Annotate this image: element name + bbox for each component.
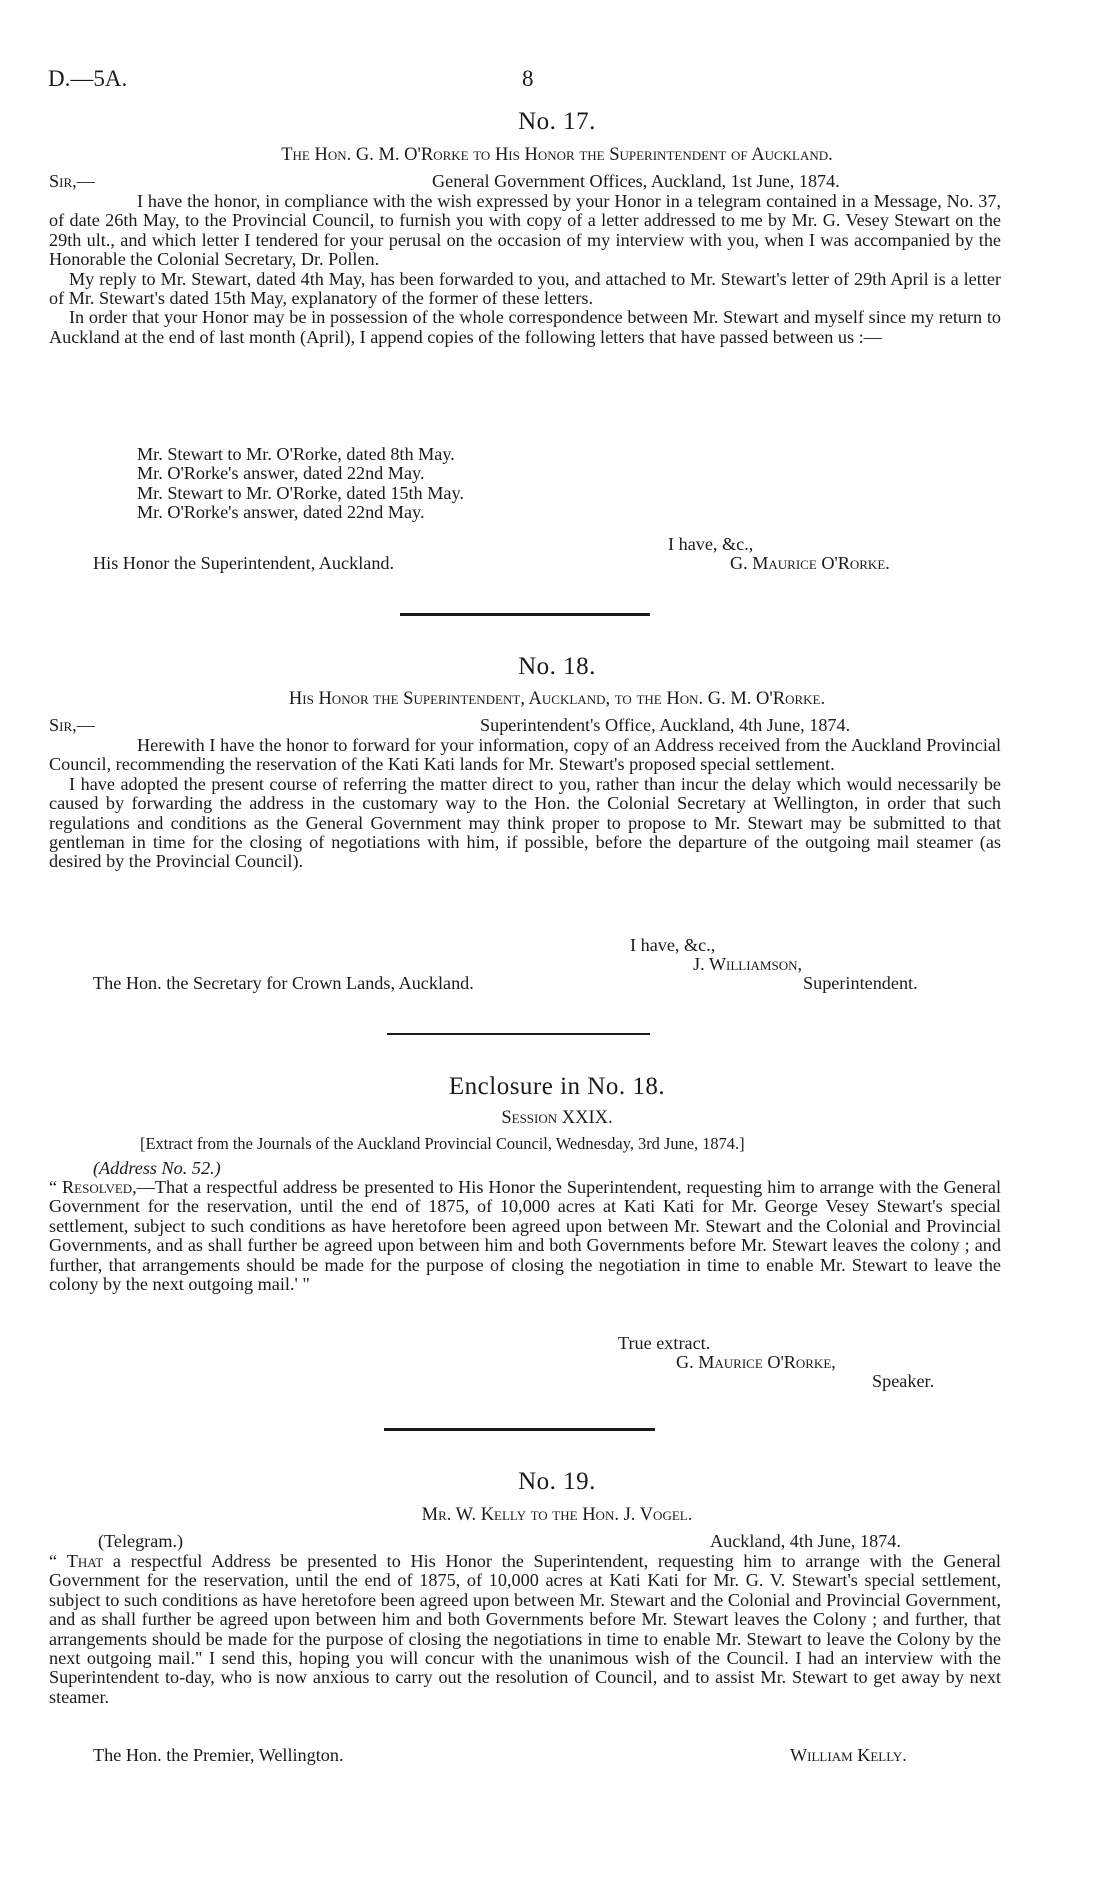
enclosure-heading: Enclosure in No. 18. xyxy=(448,1073,666,1100)
no17-paragraph: My reply to Mr. Stewart, dated 4th May, has been forwarded to you, and attached to Mr. Stewart's letter of 29th April is a letter of Mr. Stewart's dated 15th May, explanatory of the former of these letters. xyxy=(49,268,1001,309)
no19-telegram-label: (Telegram.) xyxy=(98,1531,184,1551)
list-item: Mr. O'Rorke's answer, dated 22nd May. xyxy=(137,463,425,484)
page-number: 8 xyxy=(522,66,534,91)
no17-signature: G. Maurice O'Rorke. xyxy=(730,553,890,573)
no18-title: His Honor the Superintendent, Auckland, to the Hon. G. M. O'Rorke. xyxy=(288,689,826,709)
no19-addressee: The Hon. the Premier, Wellington. xyxy=(93,1745,344,1765)
no17-paragraph: I have the honor, in compliance with the wish expressed by your Honor in a telegram contained in a Message, No. 37, of date 26th May, to the Provincial Council, to furnish you with copy of a letter addressed to me by Mr. G. Vesey Stewart on the 29th ult., and which letter I tendered for your perusal on the occasion of my interview with you, when I was accompanied by the Honorable the Colonial Secretary, Dr. Pollen. xyxy=(49,191,1001,270)
resolved-word: Resolved, xyxy=(62,1177,137,1197)
telegram-text: a respectful Address be presented to His Honor the Superintendent, requesting him to arrange with the General Government for the reservation, until the end of 1875, of 10,000 acres at Kati Kati for Mr. G. V. Stewart's special settlement, subject to such conditions as have heretofore been agreed upon between Mr. Stewart and the Colonial and Provincial Government, and as shall further be agreed upon between him and both Governments before Mr. Stewart leaves the Colony ; and further, that arrangements should be made for the purpose of closing the negotiations in time to enable Mr. Stewart to leave the Colony by the next outgoing mail." I send this, hoping you will concur with the unanimous wish of the Council. I had an interview with the Superintendent to-day, who is now anxious to carry out the resolution of Council, and to assist Mr. Stewart to get away by next steamer. xyxy=(49,1551,1001,1707)
no18-body xyxy=(49,736,1001,872)
list-item: Mr. O'Rorke's answer, dated 22nd May. xyxy=(137,502,425,523)
no19-heading: No. 19. xyxy=(518,1468,596,1495)
that-word: That xyxy=(66,1551,104,1571)
no19-body: “ That a respectful Address be presented to His Honor the Superintendent, requesting him to arrange with the General Government for the reservation, until the end of 1875, of 10,000 acres at Kati Kati for Mr. G. V. Stewart's special settlement, subject to such conditions as have heretofore been agreed upon between Mr. Stewart and the Colonial and Provincial Government, and as shall further be agreed upon between him and both Governments before Mr. Stewart leaves the Colony ; and further, that arrangements should be made for the purpose of closing the negotiations in time to enable Mr. Stewart to leave the Colony by the next outgoing mail." I send this, hoping you will concur with the unanimous wish of the Council. I had an interview with the Superintendent to-day, who is now anxious to carry out the resolution of Council, and to assist Mr. Stewart to get away by next steamer. xyxy=(49,1551,1001,1707)
no18-salutation: Sir,— xyxy=(49,715,95,735)
enclosure-true-extract: True extract. xyxy=(618,1333,711,1353)
no17-title: The Hon. G. M. O'Rorke to His Honor the Superintendent of Auckland. xyxy=(281,145,833,165)
list-item: Mr. Stewart to Mr. O'Rorke, dated 8th May. xyxy=(137,444,455,464)
no17-salutation: Sir,— xyxy=(49,171,95,191)
list-item: Mr. Stewart to Mr. O'Rorke, dated 15th May. xyxy=(137,482,464,503)
no18-addressee: The Hon. the Secretary for Crown Lands, Auckland. xyxy=(93,973,474,993)
no17-heading: No. 17. xyxy=(518,108,596,135)
enclosure-extract-note: [Extract from the Journals of the Auckland Provincial Council, Wednesday, 3rd June, 1874.] xyxy=(140,1134,745,1153)
no18-heading: No. 18. xyxy=(518,653,596,680)
no17-body xyxy=(49,192,1001,347)
no18-paragraph: Herewith I have the honor to forward for your information, copy of an Address received from the Auckland Provincial Council, recommending the reservation of the Kati Kati lands for Mr. Stewart's proposed special settlement. xyxy=(49,735,1001,775)
section-divider xyxy=(387,1033,650,1035)
no18-closing: I have, &c., xyxy=(630,935,716,955)
no19-signature: William Kelly. xyxy=(790,1745,907,1765)
enclosure-signature: G. Maurice O'Rorke, xyxy=(676,1352,836,1372)
no17-letter-list xyxy=(137,445,464,523)
enclosure-session: Session XXIX. xyxy=(501,1108,613,1128)
no17-addressee: His Honor the Superintendent, Auckland. xyxy=(93,553,395,573)
document-reference: D.—5A. xyxy=(48,66,128,91)
no18-paragraph: I have adopted the present course of referring the matter direct to you, rather than incur the delay which would necessarily be caused by forwarding the address in the customary way to the Hon. the Colonial Secretary at Wellington, in order that such regulations and conditions as the General Government may think proper to propose to Mr. Stewart may be submitted to that gentleman in time for the closing of negotiations with him, if possible, before the departure of the outgoing mail steamer (as desired by the Provincial Council). xyxy=(49,773,1001,872)
enclosure-signature-title: Speaker. xyxy=(872,1371,935,1391)
no18-signature: J. Williamson, xyxy=(693,954,803,974)
section-divider xyxy=(384,1428,655,1431)
no17-closing: I have, &c., xyxy=(668,534,754,554)
no19-dateline: Auckland, 4th June, 1874. xyxy=(710,1531,901,1551)
enclosure-address-label: (Address No. 52.) xyxy=(93,1158,221,1178)
no18-dateline: Superintendent's Office, Auckland, 4th June, 1874. xyxy=(480,715,851,735)
no17-paragraph: In order that your Honor may be in possession of the whole correspondence between Mr. Stewart and myself since my return to Auckland at the end of last month (April), I append copies of the following letters that have passed between us :— xyxy=(49,307,1001,347)
no18-signature-title: Superintendent. xyxy=(803,973,918,993)
no17-dateline: General Government Offices, Auckland, 1st June, 1874. xyxy=(432,171,840,191)
resolution-text: —That a respectful address be presented to His Honor the Superintendent, requesting him to arrange with the General Government for the reservation, until the end of 1875, of 10,000 acres at Kati Kati for Mr. George Vesey Stewart's special settlement, subject to such conditions as have heretofore been agreed upon between Mr. Stewart and the Colonial and Provincial Governments, and as shall further be agreed upon between him and both Governments before Mr. Stewart leaves the colony ; and further, that arrangements should be made for the purpose of closing the negotiation in time to enable Mr. Stewart to leave the colony by the next outgoing mail.' " xyxy=(49,1177,1001,1295)
enclosure-resolution: “ Resolved,—That a respectful address be presented to His Honor the Superintendent, requesting him to arrange with the General Government for the reservation, until the end of 1875, of 10,000 acres at Kati Kati for Mr. George Vesey Stewart's special settlement, subject to such conditions as have heretofore been agreed upon between Mr. Stewart and the Colonial and Provincial Governments, and as shall further be agreed upon between him and both Governments before Mr. Stewart leaves the colony ; and further, that arrangements should be made for the purpose of closing the negotiation in time to enable Mr. Stewart to leave the colony by the next outgoing mail.' " xyxy=(49,1177,1001,1295)
no19-title: Mr. W. Kelly to the Hon. J. Vogel. xyxy=(421,1505,693,1525)
section-divider xyxy=(400,613,650,616)
